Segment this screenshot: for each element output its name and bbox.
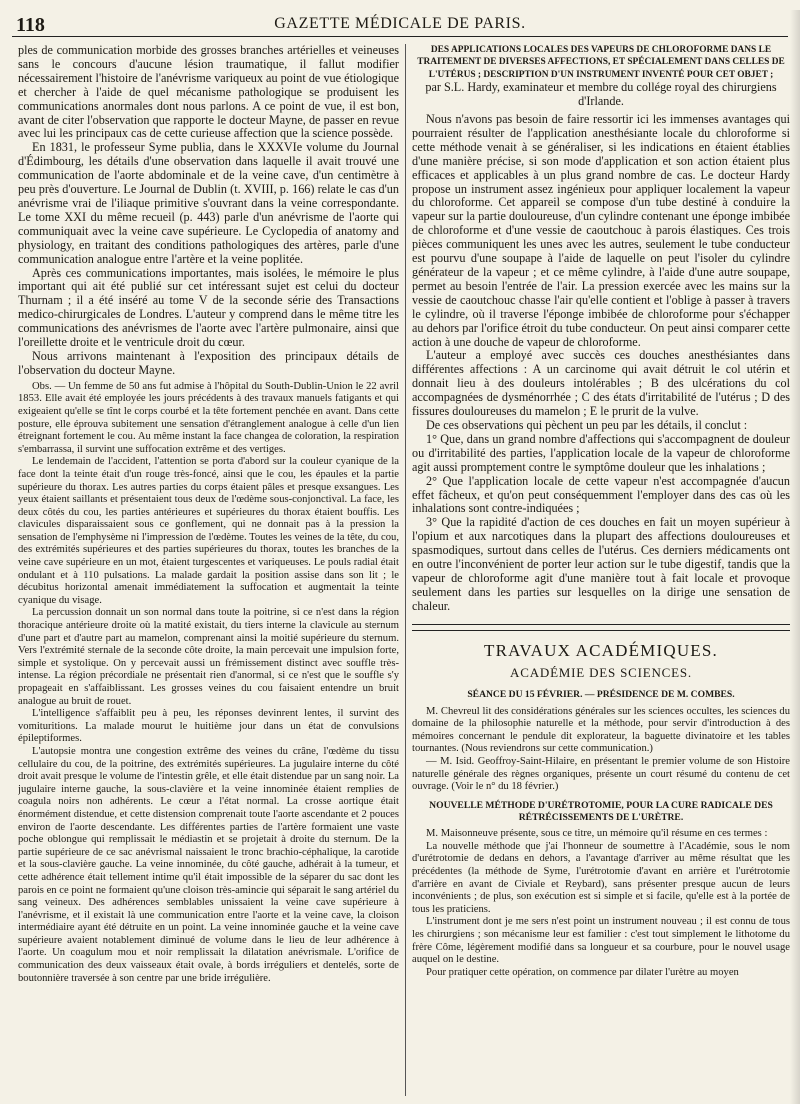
- article-title: DES APPLICATIONS LOCALES DES VAPEURS DE CHLOROFORME DANS LE TRAITEMENT DE DIVERSES AFFECTIONS, ET SPÉCIALEMENT DANS CELLES DE L'UTÉRUS ; DESCRIPTION D'UN INSTRUMENT INVENTÉ POUR CET OBJET ;: [417, 45, 785, 80]
- paragraph: — M. Isid. Geoffroy-Saint-Hilaire, en présentant le premier volume de son Histoire naturelle générale des règnes organiques, présente un court résumé du contenu de cet ouvrage. (Voir le n° du 18 février.): [412, 756, 790, 793]
- column-divider: [405, 44, 406, 1096]
- paragraph: La nouvelle méthode que j'ai l'honneur de soumettre à l'Académie, sous le nom d'urétrotomie de dedans en dehors, a l'avantage d'arriver au même résultat que les précédentes (la méthode de Syme, l'urétrotomie d'avant en arrière et l'urétrotomie d'arrière en avant de Civiale et Reybard), sans présenter presque aucun de leurs inconvénients ; de plus, son exécution est si simple et si facile, qu'elle est à la portée de tous les praticiens.: [412, 840, 790, 915]
- observation-paragraph: Le lendemain de l'accident, l'attention se porta d'abord sur la couleur cyanique de la face dont la teinte était d'un rouge très-foncé, ainsi que le cou, les épaules et la partie supérieure du thorax. Les autres parties du corps étaient pâles et presque exsangues. Les yeux étaient saillants et présentaient tous deux de l'œdème sous-conjonctival. La face, les deux côtés du cou, les parties antérieures et supérieures du thorax étaient bouffis. Les clavicules disparaissaient sous ce gonflement, qui ne donnait pas à la pression la sensation de l'emphysème ni l'impression de l'œdème. Toutes les veines de la tête, du cou, des extrémités supérieures et des parties supérieures du thorax, toutes les branches de la veine cave supérieure en un mot, étaient turgescentes et variqueuses. Le pouls radial était ondulant et à 110 pulsations. La malade gardait la position assise dans son lit ; le décubitus horizontal amenait immédiatement la suffocation et augmentait la teinte cyanique du visage.: [18, 456, 399, 606]
- observation-paragraph: Obs. — Un femme de 50 ans fut admise à l'hôpital du South-Dublin-Union le 22 avril 1853. Elle avait été employée les jours précédents à des travaux manuels fatigants et qui exigeaient qu'elle se tînt le corps courbé et la tête fortement penchée en avant. Dans cette posture, elle éprouva subitement une sensation d'étranglement analogue à celle d'un lien étreignant fortement le cou. Au même instant la face changea de coloration, la respiration s'embarrassa, il survint une suffocation extrême et des vertiges.: [18, 380, 399, 455]
- paragraph: En 1831, le professeur Syme publia, dans le XXXVIe volume du Journal d'Édimbourg, les détails d'une observation dans laquelle il avait trouvé une communication de l'aorte abdominale et de la veine cave, d'un centimètre à peu près d'ouverture. Le Journal de Dublin (t. XVIII, p. 166) relate le cas d'un anévrisme vrai de l'iliaque primitive s'ouvrant dans la veine correspondante. Le tome XXI du même recueil (p. 443) parle d'un anévrisme de l'aorte qui communiquait avec la veine cave supérieure. Le Cyclopedia of anatomy and physiology, en traitant des conditions pathologiques des artères, parle d'une communication analogue entre l'artère et la veine poplitée.: [18, 140, 399, 266]
- paragraph: M. Chevreul lit des considérations générales sur les sciences occultes, les sciences du domaine de la philosophie naturelle et la méthode, pour servir d'introduction à des mémoires concernant le pendule dit explorateur, la baguette divinatoire et les tables tournantes. (Nous reviendrons sur cette communication.): [412, 705, 790, 755]
- paragraph: M. Maisonneuve présente, sous ce titre, un mémoire qu'il résume en ces termes :: [426, 828, 768, 840]
- page-number: 118: [16, 14, 45, 36]
- right-column: [412, 44, 790, 1096]
- observation-paragraph: L'autopsie montra une congestion extrême des veines du crâne, l'œdème du tissu cellulaire du cou, de la poitrine, des extrémités supérieures. La jugulaire interne du côté droit avait presque le volume de l'intestin grêle, et elle était distendue par un sang noir. La jugulaire interne gauche, la sous-clavière et la veine innominée étaient remplies de coagula noirs non adhérents. Le cœur a l'état normal. La crosse aortique était énormément distendue, et cette distension comprenait toute l'aorte ascendante et 2 pouces environ de l'aorte descendante. Les différentes parties de l'artère formaient une vaste poche oblongue qui remplissait le médiastin et se projetait à droite du sternum. De la partie supérieure de ce sac anévrismal naissaient le tronc brachio-céphalique, la carotide et la sous-clavière gauche. La veine innominée, du côté gauche, adhérait à la tumeur, et cette adhérence était tellement intime qu'il était impossible de la séparer du sac dont les parois en ce point ne formaient qu'une cloison très-amincie qui séparait le sang artériel du sang veineux. Des adhérences semblables unissaient la veine cave supérieure à l'anévrisme, et il existait là une communication entre l'aorte et la veine cave, la cloison intermédiaire ayant été détruite en un point. La veine innominée gauche et la veine cave supérieure avaient notablement diminué de volume dans le lieu de leur adhérence à l'aorte. Un coagulum mou et noir remplissait la dilatation anévrismale. L'orifice de communication des deux vaisseaux était ovale, à bords irréguliers et dentelés, sorte de boutonnière traversée à son centre par une bride irrégulière.: [18, 745, 399, 984]
- paragraph: L'instrument dont je me sers n'est point un instrument nouveau ; il est connu de tous les chirurgiens ; son mécanisme leur est familier : c'est tout simplement le lithotome du frère Côme, légèrement modifié dans sa longueur et sa courbure, pour le nouvel usage auquel on le destine.: [412, 916, 790, 966]
- paragraph: ples de communication morbide des grosses branches artérielles et veineuses sans le concours d'aucune lésion traumatique, il fallut modifier nécessairement l'histoire de l'anévrisme variqueux au point de vue étiologique et chercher à l'aide de quel mécanisme pathologique se produisent les communications anormales dont nous parlons. A ce point de vue, il est bon, avant de citer l'observation que rapporte le docteur Mayne, de passer en revue avec lui les principaux cas de cette curieuse affection que la science possède.: [18, 44, 399, 141]
- journal-title: GAZETTE MÉDICALE DE PARIS.: [274, 15, 526, 32]
- page-header: [12, 12, 788, 37]
- subsection-title: NOUVELLE MÉTHODE D'URÉTROTOMIE, POUR LA CURE RADICALE DES RÉTRÉCISSEMENTS DE L'URÈTRE.: [429, 799, 773, 824]
- conclusion-item: 1° Que, dans un grand nombre d'affections qui s'accompagnent de douleur ou d'irritabilité des parties, l'application locale de la vapeur de chloroforme agit aussi promptement contre le symptôme douleur que les inhalations ;: [412, 431, 790, 474]
- paragraph: Après ces communications importantes, mais isolées, le mémoire le plus important qui ait été publié sur cet intéressant sujet est celui du docteur Thurnam ; il a été inséré au tome V de la seconde série des Transactions medico-chirurgicales de Londres. L'auteur y comprend dans le même titre les communications des anévrismes de l'aorte avec l'artère pulmonaire, ainsi que l'oreillette droite et le ventricule droit du cœur.: [18, 265, 399, 350]
- paragraph: De ces observations qui pèchent un peu par les détails, il conclut :: [426, 417, 748, 432]
- observation-paragraph: La percussion donnait un son normal dans toute la poitrine, si ce n'est dans la région thoracique antérieure droite où la matité existait, du tiers interne la clavicule au sternum d'une part et d'autre part au mamelon, comprenant ainsi la moitié supérieure du sternum. Vers l'extrémité sternale de la seconde côte droite, la main percevait une impulsion forte, simple et systolique. On y percevait aussi un frémissement distinct avec souffle très-intense. La région précordiale ne présentait rien d'anormal, si ce n'est que le souffle s'y propageait en s'affaiblissant. Les grosses veines du cou faisaient entendre un bruit analogue au bruit de rouet.: [18, 607, 399, 707]
- article-author: par S.L. Hardy, examinateur et membre du collége royal des chirurgiens d'Irlande.: [425, 80, 777, 109]
- session-heading: SÉANCE DU 15 FÉVRIER. — PRÉSIDENCE DE M. COMBES.: [467, 688, 735, 700]
- observation-paragraph: L'intelligence s'affaiblit peu à peu, les réponses devinrent lentes, il survint des vomituritions. La malade mourut le huitième jour dans un état de convulsions épileptiformes.: [18, 708, 399, 745]
- paragraph: Nous n'avons pas besoin de faire ressortir ici les immenses avantages qui pourraient résulter de l'application anesthésiante locale du chloroforme si cette méthode venait à se généraliser, si les indications en étaient établies d'une manière précise, si son mode d'application et son action étaient plus efficaces et applicables à un plus grand nombre de cas. Le docteur Hardy propose un instrument assez ingénieux pour appliquer localement la vapeur du chloroforme. Cet appareil se compose d'un tube destiné à conduire la vapeur sur la partie douloureuse, d'un cylindre contenant une éponge imbibée de chloroforme et d'une vessie de caoutchouc à parois élastiques. Ces trois pièces communiquent les unes avec les autres, seulement le tube conducteur est pourvu d'une soupape à l'aide de laquelle on peut l'isoler du cylindre générateur de la vapeur ; et ce même cylindre, à l'aide d'une autre soupape, permet au besoin l'entrée de l'air. La pression exercée avec les mains sur la vessie de caoutchouc chasse l'air qu'elle contient et l'oblige à passer à travers le cylindre, où il traverse l'éponge imbibée de chloroforme pour s'échapper au dehors par l'orifice étroit du tube conducteur. On peut ainsi comparer cette action à une douche de vapeur de chloroforme.: [412, 112, 790, 349]
- paragraph: Nous arrivons maintenant à l'exposition des principaux détails de l'observation du docteur Mayne.: [18, 348, 399, 377]
- conclusion-item: 2° Que l'application locale de cette vapeur n'est accompagnée d'aucun effet fâcheux, et qu'on peut conséquemment l'employer dans des cas où les inhalations sont contre-indiquées ;: [412, 473, 790, 516]
- page-edge-shadow: [790, 10, 800, 1104]
- conclusion-item: 3° Que la rapidité d'action de ces douches en fait un moyen supérieur à l'opium et aux narcotiques dans la plupart des affections douloureuses et spasmodiques, surtout dans celles de l'utérus. Ces derniers médicaments ont en outre l'inconvénient de porter leur action sur le tube digestif, tandis que la vapeur de chloroforme agit d'une manière tout à fait locale et provoque seulement dans les parties sur lesquelles on la dirige une sensation de chaleur.: [412, 515, 790, 613]
- section-subtitle: ACADÉMIE DES SCIENCES.: [510, 664, 692, 680]
- section-divider: [412, 624, 790, 631]
- left-column: [18, 44, 399, 1096]
- section-title: TRAVAUX ACADÉMIQUES.: [483, 640, 718, 660]
- paragraph: Pour pratiquer cette opération, on commence par dilater l'urètre au moyen: [426, 966, 739, 978]
- paragraph: L'auteur a employé avec succès ces douches anesthésiantes dans différentes affections : A un carcinome qui avait détruit le col utérin et donnait lieu à des douleurs intolérables ; B des ulcérations du col accompagnées de dysménorrhée ; C des états d'irritabilité de l'utérus ; D des fissures douloureuses du mamelon ; E le prurit de la vulve.: [412, 348, 790, 419]
